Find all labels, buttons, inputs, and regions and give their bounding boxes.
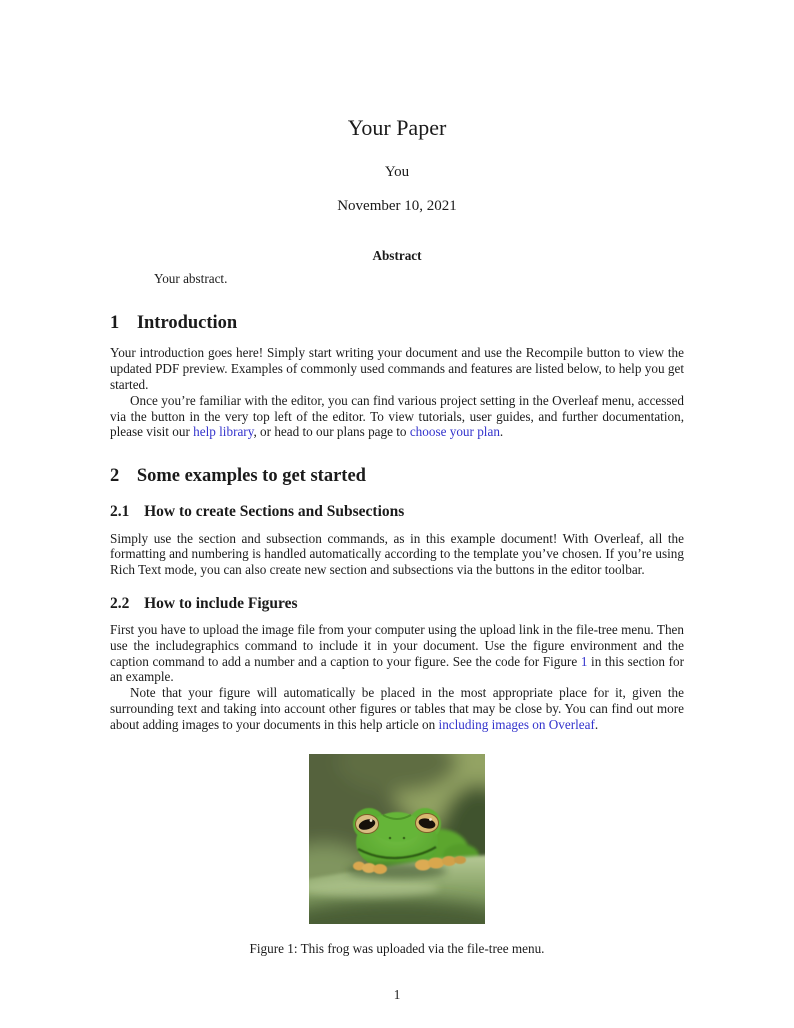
including-images-on-overleaf-link[interactable]: including images on Overleaf — [438, 716, 595, 732]
title-block — [110, 0, 684, 215]
paragraph-2-1: Simply use the section and subsection commands, as in this example document! With Overleaf, all the formatting and numbering is handled automatically according to the template you’ve chosen. If you’re using Rich Text mode, you can also create new section and subsections via the buttons in the editor toolbar. — [110, 530, 684, 578]
subsection-number: 2.1 — [110, 503, 130, 521]
section-title: Some examples to get started — [136, 466, 366, 487]
author: You — [384, 164, 410, 181]
text-run: , or head to our plans page to — [253, 424, 410, 440]
section-1-heading — [110, 313, 684, 333]
abstract-text: Your abstract. — [154, 271, 228, 287]
text-run: . — [499, 424, 504, 440]
text-run: First you have to upload the image file from your computer using the upload link in the file-tree menu. Then use the includegraphics command to include it in your document. Use the figure environment and the caption command to add a number and a caption to your figure. See the code for Figure — [110, 621, 684, 669]
frog-photo — [309, 754, 485, 924]
section-number: 1 — [110, 312, 120, 333]
subsection-number: 2.2 — [110, 594, 130, 612]
choose-your-plan-link[interactable]: choose your plan — [409, 424, 500, 440]
figure-1-reference-link[interactable]: 1 — [580, 653, 588, 669]
figure-caption: Figure 1: This frog was uploaded via the file-tree menu. — [249, 940, 545, 956]
section-title: Introduction — [136, 312, 238, 333]
paragraph-intro-1: Your introduction goes here! Simply start writing your document and use the Recompile button to view the updated PDF preview. Examples of commonly used commands and features are listed below, to help you get started. — [110, 345, 684, 392]
help-library-link[interactable]: help library — [193, 424, 254, 440]
section-2-heading — [110, 466, 684, 486]
text-run: Once you’re familiar with the editor, you can find various project setting in the Overleaf menu, accessed via the button in the very top left of the editor. To view tutorials, user guides, and further documentation, please visit our — [110, 392, 684, 440]
text-run: in this section for an example. — [110, 653, 684, 685]
subsection-title: How to create Sections and Subsections — [144, 503, 405, 521]
subsection-2-1-heading — [110, 503, 684, 520]
subsection-title: How to include Figures — [144, 594, 298, 612]
text-run: . — [594, 716, 599, 732]
subsection-2-2-heading — [110, 595, 684, 612]
page-number: 1 — [393, 986, 401, 1002]
section-number: 2 — [110, 466, 120, 487]
paragraph-2-2-b — [110, 685, 684, 732]
abstract-heading: Abstract — [372, 248, 422, 264]
paragraph-intro-2 — [110, 393, 684, 440]
text-run: Note that your figure will automatically be placed in the most appropriate place for it, given the surrounding text and taking into account other figures or tables that may be close by. You can find out more about adding images to your documents in this help article on — [110, 685, 684, 732]
date: November 10, 2021 — [337, 198, 457, 215]
figure-1 — [110, 754, 684, 924]
paragraph-2-2-a — [110, 622, 684, 685]
page-title: Your Paper — [347, 115, 447, 140]
